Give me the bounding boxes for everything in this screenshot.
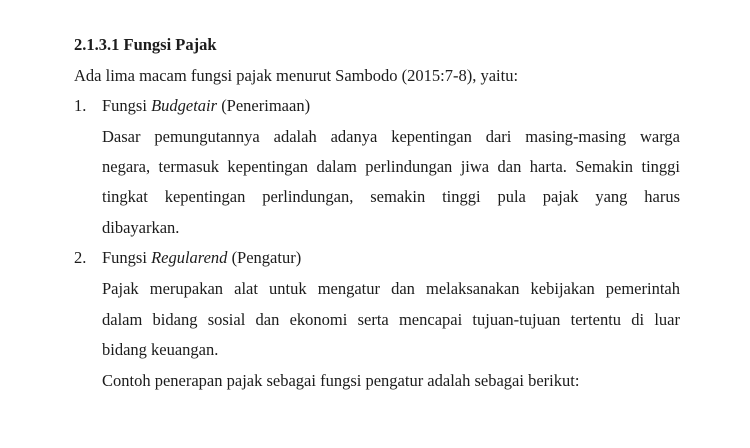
- list-item-number: 1.: [74, 96, 87, 115]
- list-item-title: [102, 96, 310, 116]
- list-item-title: [102, 248, 301, 268]
- paragraph-line: [102, 279, 680, 299]
- list-item-title-prefix: Fungsi: [102, 96, 152, 115]
- paragraph-line-text: negara, termasuk kepentingan dalam perlindungan jiwa dan harta. Semakin tinggi: [102, 157, 680, 176]
- paragraph-line-text: dalam bidang sosial dan ekonomi serta mencapai tujuan-tujuan tertentu di luar: [102, 310, 680, 329]
- paragraph-line: Contoh penerapan pajak sebagai fungsi pengatur adalah sebagai berikut:: [102, 371, 580, 390]
- paragraph-line-text: Pajak merupakan alat untuk mengatur dan melaksanakan kebijakan pemerintah: [102, 279, 680, 298]
- list-item-title-suffix: (Pengatur): [227, 248, 302, 267]
- paragraph-line: [102, 310, 680, 330]
- paragraph-line-text: tingkat kepentingan perlindungan, semakin tinggi pula pajak yang harus: [102, 187, 680, 206]
- paragraph-line: [102, 187, 680, 207]
- list-item-title-prefix: Fungsi: [102, 248, 152, 267]
- paragraph-line-text: Dasar pemungutannya adalah adanya kepentingan dari masing-masing warga: [102, 127, 680, 146]
- section-intro: Ada lima macam fungsi pajak menurut Sambodo (2015:7-8), yaitu:: [74, 66, 519, 85]
- list-item-number: 2.: [74, 248, 87, 267]
- section-heading: 2.1.3.1 Fungsi Pajak: [74, 35, 217, 54]
- paragraph-line: bidang keuangan.: [102, 340, 219, 359]
- paragraph-line: dibayarkan.: [102, 218, 180, 237]
- list-item-title-suffix: (Penerimaan): [217, 96, 311, 115]
- list-item-title-italic: Regularend: [151, 248, 228, 267]
- paragraph-line: [102, 157, 680, 177]
- list-item-title-italic: Budgetair: [151, 96, 218, 115]
- paragraph-line: [102, 127, 680, 147]
